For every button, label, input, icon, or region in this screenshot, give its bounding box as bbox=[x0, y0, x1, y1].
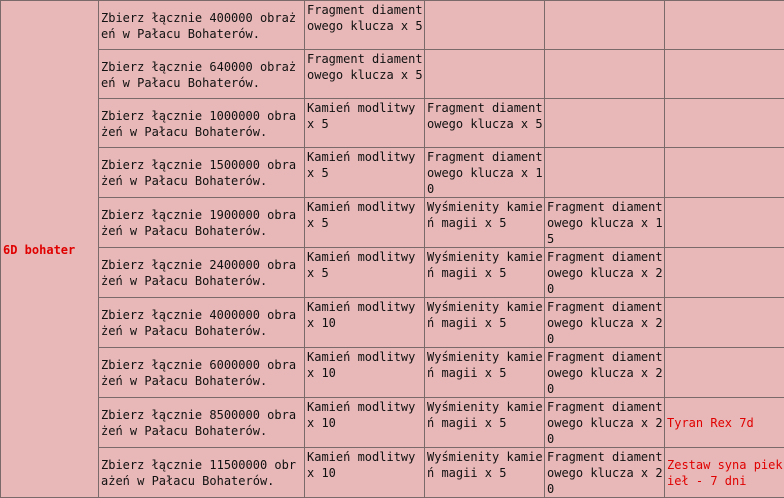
reward-1-cell: Kamień modlitwy x 5 bbox=[305, 198, 425, 248]
reward-3-cell: Fragment diamentowego klucza x 20 bbox=[545, 298, 665, 348]
reward-1-cell: Kamień modlitwy x 10 bbox=[305, 448, 425, 498]
task-cell: Zbierz łącznie 400000 obrażeń w Pałacu Bohaterów. bbox=[99, 1, 305, 50]
task-cell: Zbierz łącznie 1500000 obrażeń w Pałacu Bohaterów. bbox=[99, 148, 305, 198]
reward-3-cell: Fragment diamentowego klucza x 20 bbox=[545, 348, 665, 398]
reward-2-cell bbox=[425, 50, 545, 99]
reward-1-cell: Kamień modlitwy x 5 bbox=[305, 248, 425, 298]
reward-4-cell bbox=[665, 198, 784, 248]
reward-2-cell: Wyśmienity kamień magii x 5 bbox=[425, 198, 545, 248]
reward-4-cell bbox=[665, 148, 784, 198]
reward-3-cell: Fragment diamentowego klucza x 20 bbox=[545, 398, 665, 448]
table-row bbox=[1, 298, 784, 348]
task-cell: Zbierz łącznie 8500000 obrażeń w Pałacu Bohaterów. bbox=[99, 398, 305, 448]
table-row bbox=[1, 1, 784, 50]
reward-1-cell: Fragment diamentowego klucza x 5 bbox=[305, 50, 425, 99]
reward-4-cell bbox=[665, 248, 784, 298]
reward-1-cell: Kamień modlitwy x 5 bbox=[305, 148, 425, 198]
reward-3-cell bbox=[545, 99, 665, 148]
reward-1-cell: Fragment diamentowego klucza x 5 bbox=[305, 1, 425, 50]
reward-4-cell: Tyran Rex 7d bbox=[665, 398, 784, 448]
reward-2-cell: Wyśmienity kamień magii x 5 bbox=[425, 448, 545, 498]
reward-2-cell bbox=[425, 1, 545, 50]
table-row bbox=[1, 448, 784, 498]
task-cell: Zbierz łącznie 4000000 obrażeń w Pałacu Bohaterów. bbox=[99, 298, 305, 348]
reward-4-cell bbox=[665, 1, 784, 50]
table-row bbox=[1, 198, 784, 248]
reward-2-cell: Wyśmienity kamień magii x 5 bbox=[425, 398, 545, 448]
row-group-label: 6D bohater bbox=[1, 1, 99, 498]
reward-2-cell: Wyśmienity kamień magii x 5 bbox=[425, 248, 545, 298]
reward-1-cell: Kamień modlitwy x 10 bbox=[305, 348, 425, 398]
reward-4-cell: Zestaw syna piekieł - 7 dni bbox=[665, 448, 784, 498]
table-row bbox=[1, 398, 784, 448]
table-row bbox=[1, 248, 784, 298]
task-cell: Zbierz łącznie 1000000 obrażeń w Pałacu Bohaterów. bbox=[99, 99, 305, 148]
reward-1-cell: Kamień modlitwy x 10 bbox=[305, 298, 425, 348]
reward-4-cell bbox=[665, 348, 784, 398]
table-row bbox=[1, 50, 784, 99]
reward-4-cell bbox=[665, 99, 784, 148]
table-row bbox=[1, 148, 784, 198]
task-cell: Zbierz łącznie 640000 obrażeń w Pałacu Bohaterów. bbox=[99, 50, 305, 99]
reward-4-cell bbox=[665, 298, 784, 348]
reward-3-cell: Fragment diamentowego klucza x 15 bbox=[545, 198, 665, 248]
reward-3-cell bbox=[545, 1, 665, 50]
reward-3-cell: Fragment diamentowego klucza x 20 bbox=[545, 248, 665, 298]
table-row bbox=[1, 348, 784, 398]
reward-4-cell bbox=[665, 50, 784, 99]
reward-2-cell: Wyśmienity kamień magii x 5 bbox=[425, 298, 545, 348]
task-cell: Zbierz łącznie 11500000 obrażeń w Pałacu Bohaterów. bbox=[99, 448, 305, 498]
reward-2-cell: Wyśmienity kamień magii x 5 bbox=[425, 348, 545, 398]
task-cell: Zbierz łącznie 2400000 obrażeń w Pałacu Bohaterów. bbox=[99, 248, 305, 298]
task-cell: Zbierz łącznie 6000000 obrażeń w Pałacu Bohaterów. bbox=[99, 348, 305, 398]
task-cell: Zbierz łącznie 1900000 obrażeń w Pałacu Bohaterów. bbox=[99, 198, 305, 248]
reward-3-cell bbox=[545, 148, 665, 198]
reward-2-cell: Fragment diamentowego klucza x 5 bbox=[425, 99, 545, 148]
reward-1-cell: Kamień modlitwy x 10 bbox=[305, 398, 425, 448]
reward-2-cell: Fragment diamentowego klucza x 10 bbox=[425, 148, 545, 198]
reward-1-cell: Kamień modlitwy x 5 bbox=[305, 99, 425, 148]
reward-3-cell: Fragment diamentowego klucza x 20 bbox=[545, 448, 665, 498]
reward-3-cell bbox=[545, 50, 665, 99]
table-row bbox=[1, 99, 784, 148]
